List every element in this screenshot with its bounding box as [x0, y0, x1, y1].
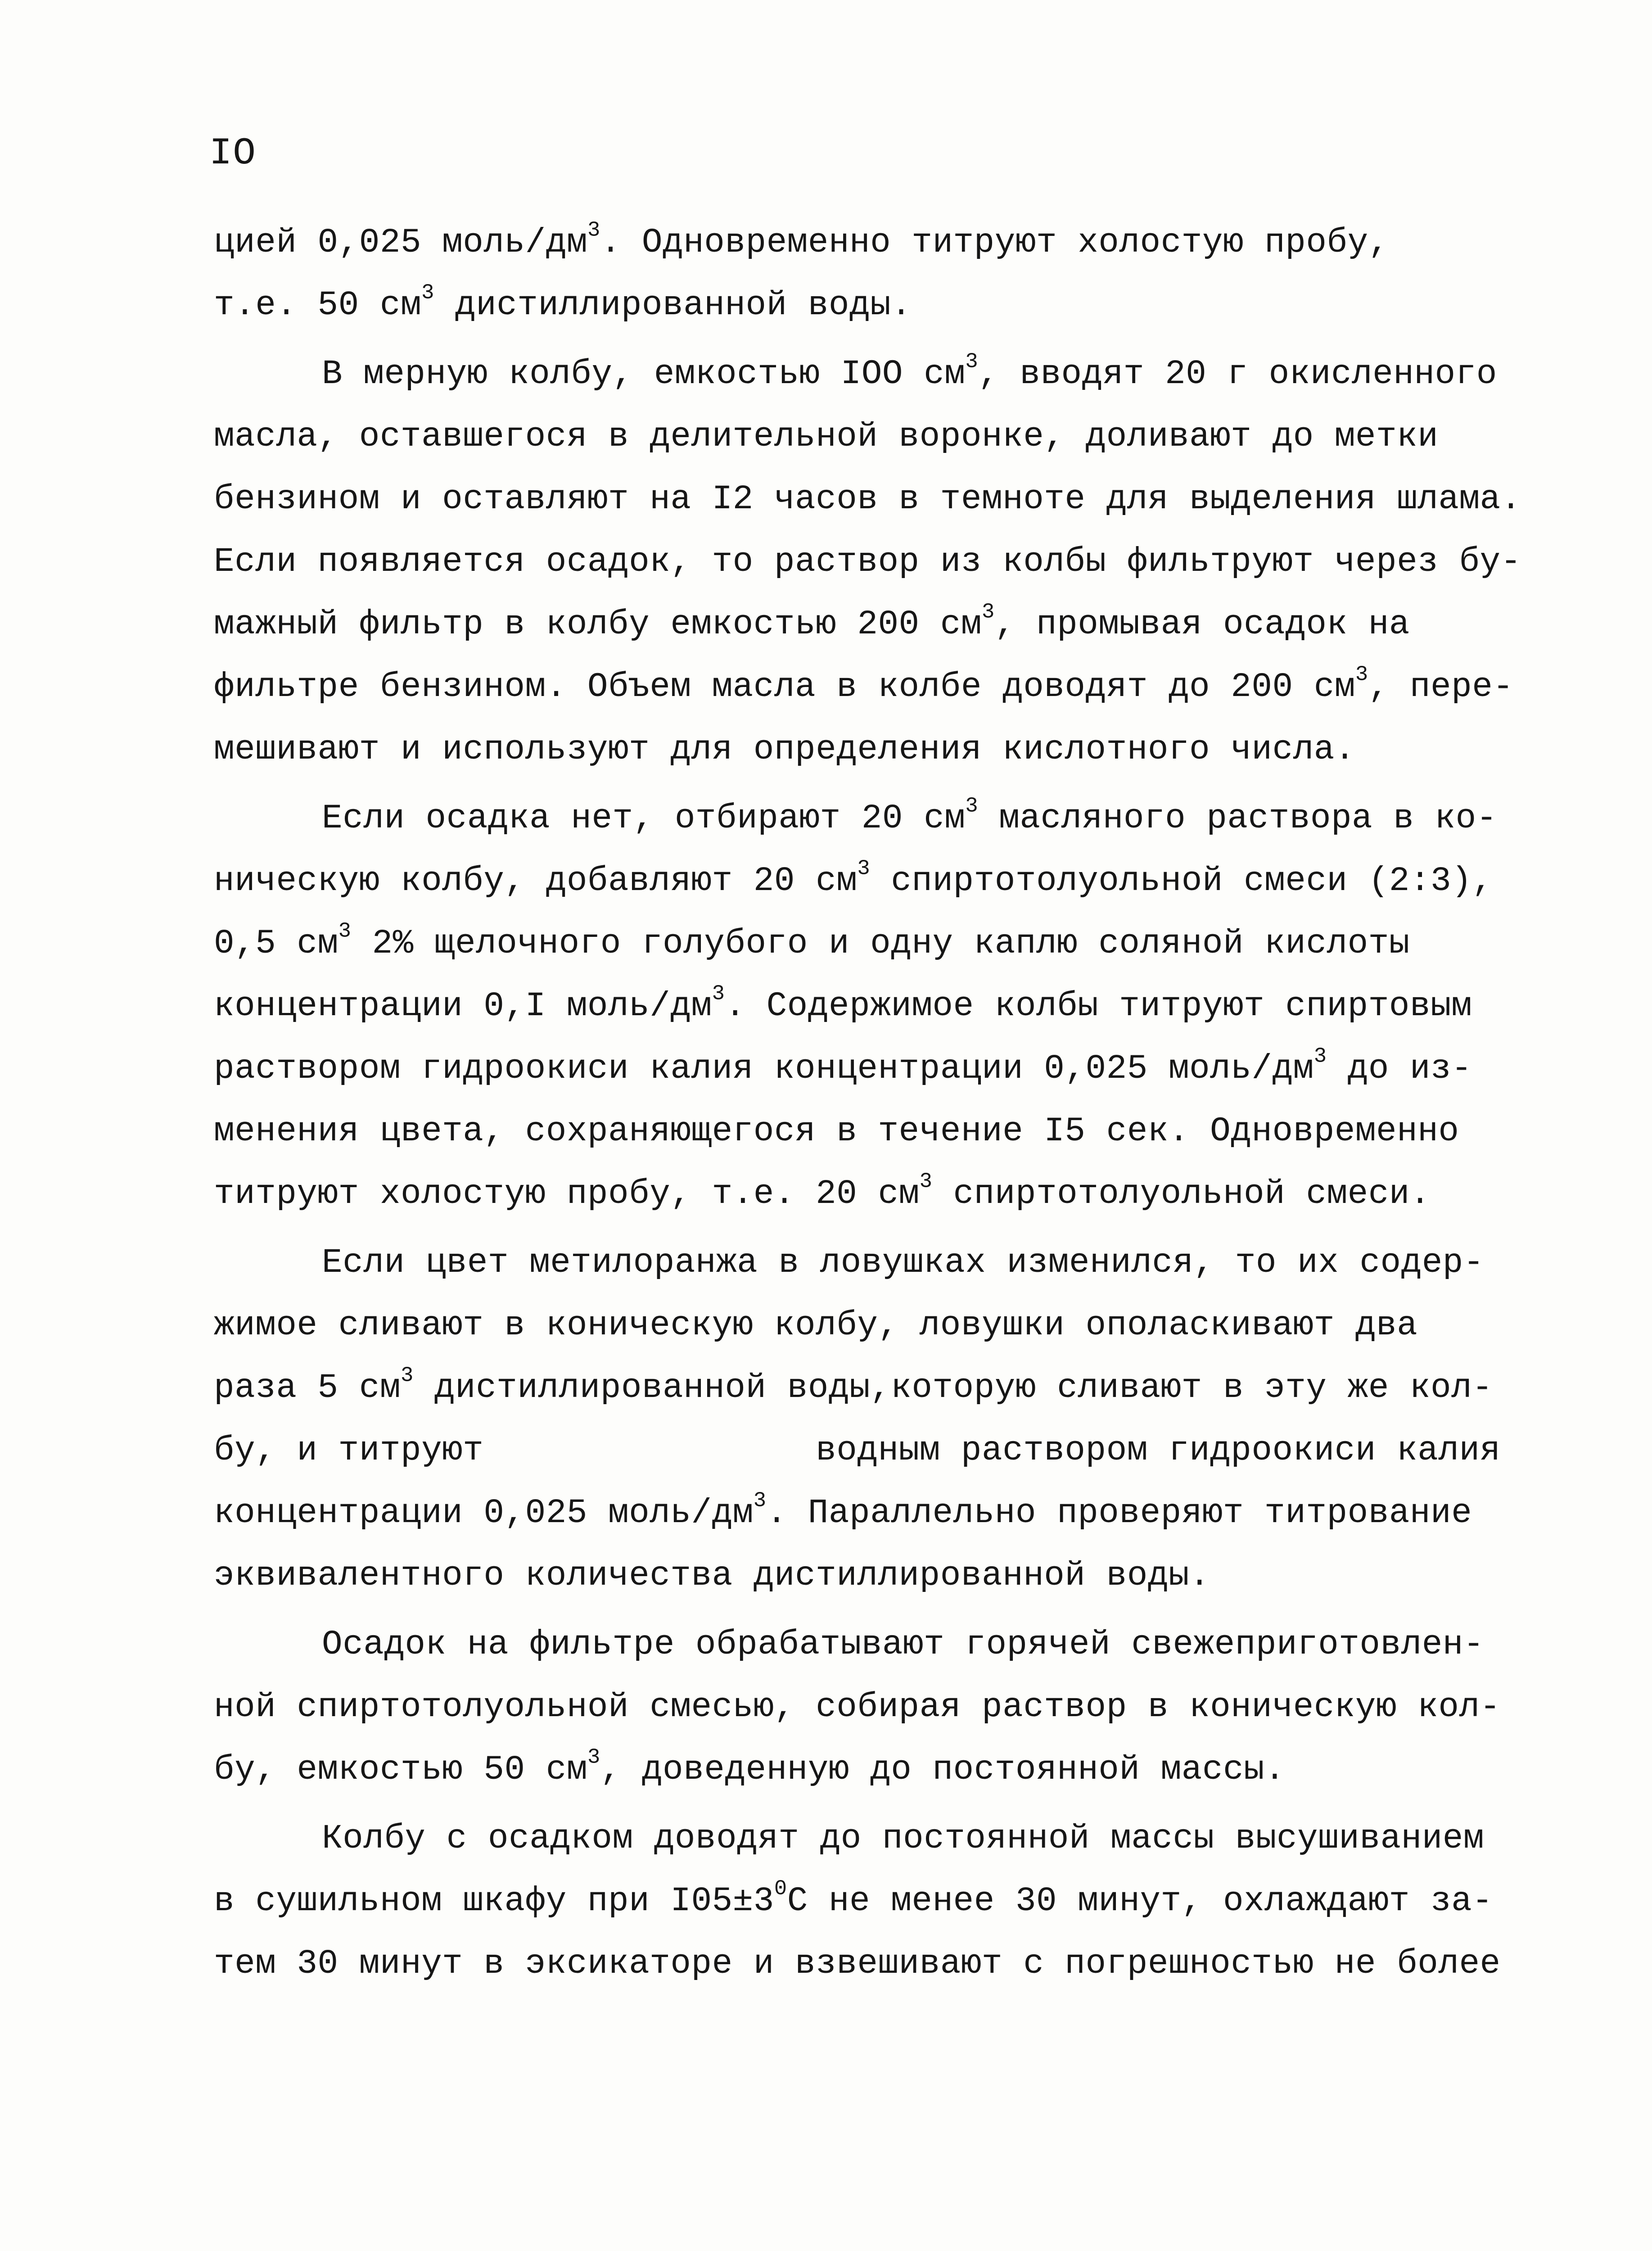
- text-segment: в сушильном шкафу при I05±3: [214, 1882, 774, 1921]
- text-segment: мажный фильтр в колбу емкостью 200 см: [214, 605, 982, 644]
- text-segment: тем 30 минут в эксикаторе и взвешивают с погрешностью не более: [214, 1944, 1501, 1983]
- text-line: [214, 406, 1439, 468]
- text-segment: концентрации 0,025 моль/дм: [214, 1494, 754, 1532]
- text-segment: . Содержимое колбы титруют спиртовым: [725, 987, 1472, 1026]
- text-segment: жимое сливают в коническую колбу, ловушки ополаскивают два: [214, 1306, 1418, 1345]
- text-line: [214, 1614, 1485, 1676]
- text-line: [214, 531, 1521, 593]
- text-segment: эквивалентного количества дистиллированной воды.: [214, 1556, 1210, 1595]
- text-line: [214, 1676, 1501, 1739]
- body-text: [214, 212, 1521, 1995]
- text-segment: бу, емкостью 50 см: [214, 1750, 587, 1789]
- text-segment: Колбу с осадком доводят до постоянной массы высушиванием: [322, 1819, 1485, 1858]
- superscript: 3: [712, 982, 725, 1006]
- text-segment: цией 0,025 моль/дм: [214, 223, 587, 262]
- paragraph-gap: [214, 337, 1429, 343]
- superscript: 3: [1313, 1044, 1327, 1069]
- text-segment: , вводят 20 г окисленного: [978, 355, 1497, 393]
- superscript: 3: [587, 1745, 600, 1770]
- text-line: [214, 1100, 1459, 1163]
- text-line: [214, 1419, 1501, 1482]
- text-segment: спиртотолуольной смеси (2:3),: [870, 862, 1493, 900]
- text-segment: до из-: [1327, 1049, 1472, 1088]
- text-segment: масла, оставшегося в делительной воронке, доливают до метки: [214, 417, 1439, 456]
- text-segment: 2% щелочного голубого и одну каплю соляной кислоты: [351, 924, 1410, 963]
- text-segment: В мерную колбу, емкостью IOO см: [322, 355, 966, 393]
- text-segment: мешивают и используют для определения кислотного числа.: [214, 730, 1355, 769]
- text-line: [214, 1357, 1493, 1419]
- superscript: 0: [774, 1877, 787, 1901]
- text-segment: масляного раствора в ко-: [978, 799, 1497, 838]
- text-line: [214, 1808, 1485, 1870]
- text-line: [214, 274, 1429, 337]
- superscript: 3: [1355, 663, 1368, 687]
- paragraph-gap: [214, 1801, 1429, 1808]
- text-segment: , промывая осадок на: [994, 605, 1410, 644]
- text-line: [214, 593, 1429, 656]
- text-line: [214, 787, 1497, 850]
- text-segment: . Параллельно проверяют титрование: [766, 1494, 1472, 1532]
- superscript: 3: [965, 794, 979, 818]
- text-segment: дистиллированной воды,которую сливают в эту же кол-: [413, 1369, 1493, 1407]
- text-segment: ническую колбу, добавляют 20 см: [214, 862, 858, 900]
- text-line: [214, 913, 1429, 975]
- text-segment: , доведенную до постоянной массы.: [600, 1750, 1286, 1789]
- text-segment: Если цвет метилоранжа в ловушках изменился, то их содер-: [322, 1243, 1485, 1282]
- text-segment: т.е. 50 см: [214, 286, 422, 325]
- superscript: 3: [857, 857, 871, 881]
- text-line: [214, 468, 1521, 531]
- text-segment: ной спиртотолуольной смесью, собирая раствор в коническую кол-: [214, 1688, 1501, 1727]
- superscript: 3: [587, 218, 600, 243]
- text-line: [214, 850, 1493, 913]
- text-line: [214, 1739, 1429, 1801]
- text-line: [214, 1482, 1472, 1545]
- text-segment: фильтре бензином. Объем масла в колбе доводят до 200 см: [214, 668, 1355, 706]
- superscript: 3: [919, 1170, 933, 1194]
- text-segment: раствором гидроокиси калия концентрации 0,025 моль/дм: [214, 1049, 1314, 1088]
- text-line: [214, 1870, 1493, 1933]
- text-segment: раза 5 см: [214, 1369, 401, 1407]
- superscript: 3: [338, 919, 352, 944]
- page-number: IO: [209, 132, 257, 175]
- text-segment: концентрации 0,I моль/дм: [214, 987, 712, 1026]
- superscript: 3: [421, 281, 434, 305]
- text-segment: Если осадка нет, отбирают 20 см: [322, 799, 966, 838]
- text-segment: спиртотолуольной смеси.: [932, 1175, 1431, 1213]
- text-line: [214, 1163, 1429, 1225]
- text-line: [214, 1294, 1429, 1357]
- text-segment: . Одновременно титруют холостую пробу,: [600, 223, 1389, 262]
- text-segment: бу, и титруют водным раствором гидроокиси калия: [214, 1431, 1501, 1470]
- superscript: 3: [981, 600, 995, 624]
- text-line: [214, 343, 1497, 406]
- text-segment: бензином и оставляют на I2 часов в темноте для выделения шлама.: [214, 480, 1521, 519]
- text-segment: менения цвета, сохраняющегося в течение I5 сек. Одновременно: [214, 1112, 1459, 1151]
- text-segment: С не менее 30 минут, охлаждают за-: [787, 1882, 1493, 1921]
- paragraph-gap: [214, 1225, 1429, 1232]
- paragraph-gap: [214, 781, 1429, 787]
- text-segment: , пере-: [1368, 668, 1514, 706]
- superscript: 3: [965, 350, 979, 374]
- text-line: [214, 1232, 1485, 1294]
- text-line: [214, 1038, 1472, 1100]
- text-line: [214, 656, 1514, 719]
- text-segment: 0,5 см: [214, 924, 339, 963]
- text-line: [214, 212, 1429, 274]
- text-line: [214, 975, 1472, 1038]
- text-line: [214, 719, 1429, 781]
- text-line: [214, 1545, 1429, 1607]
- text-segment: Осадок на фильтре обрабатывают горячей свежеприготовлен-: [322, 1625, 1485, 1664]
- superscript: 3: [753, 1489, 767, 1513]
- text-segment: титруют холостую пробу, т.е. 20 см: [214, 1175, 920, 1213]
- superscript: 3: [400, 1364, 414, 1388]
- paragraph-gap: [214, 1607, 1429, 1614]
- text-segment: дистиллированной воды.: [434, 286, 912, 325]
- text-line: [214, 1933, 1501, 1995]
- text-segment: Если появляется осадок, то раствор из колбы фильтруют через бу-: [214, 542, 1521, 581]
